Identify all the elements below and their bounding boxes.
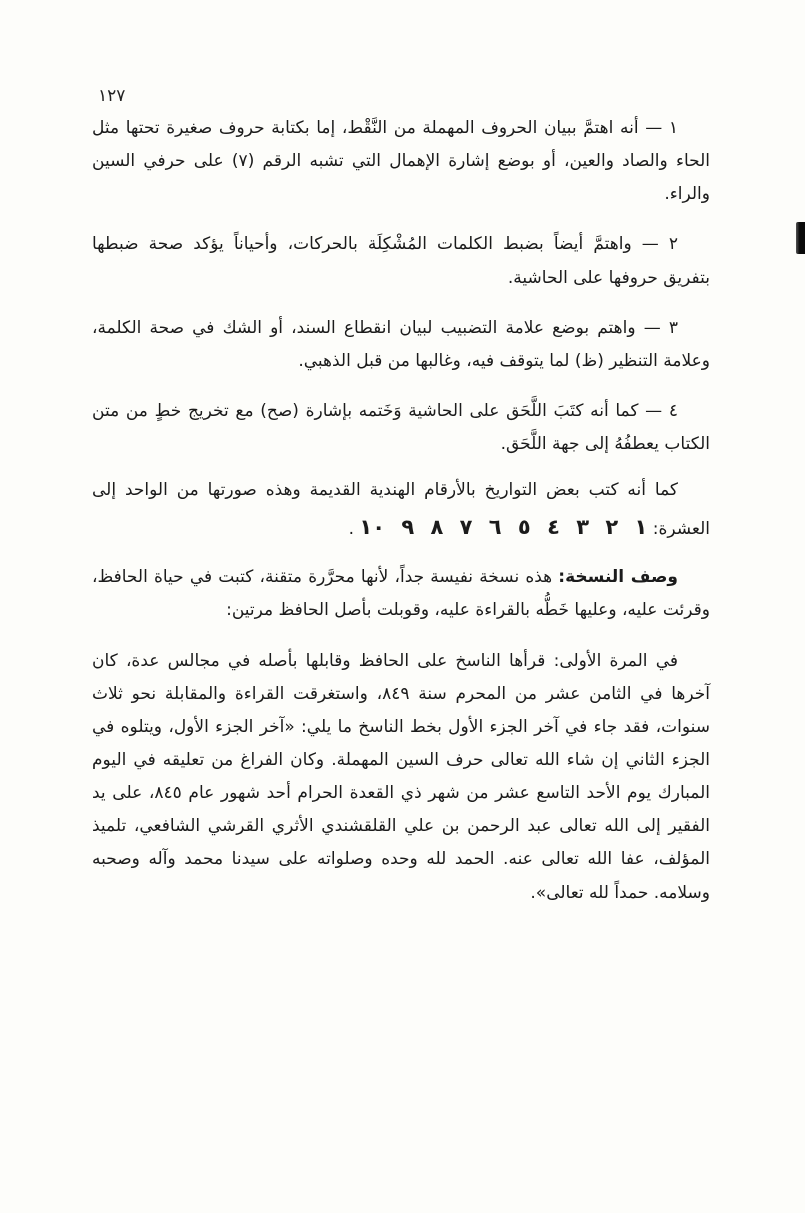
- document-body: [92, 112, 710, 927]
- description-text: هذه نسخة نفيسة جداً، لأنها محرَّرة متقنة، كتبت في حياة الحافظ، وقرئت عليه، وعليها خَطُّه بالقراءة عليه، وقوبلت بأصل الحافظ مرتين:: [92, 567, 710, 621]
- numerals-suffix-text: .: [348, 519, 354, 540]
- numerals-intro-text: كما أنه كتب بعض التواريخ بالأرقام الهندية القديمة وهذه صورتها من الواحد إلى العشرة:: [92, 480, 710, 540]
- numerals-paragraph: [92, 474, 710, 548]
- first-reading-paragraph: في المرة الأولى: قرأها الناسخ على الحافظ وقابلها بأصله في مجالس عدة، كان آخرها في الثامن عشر من المحرم سنة ٨٤٩، واستغرقت القراءة والمقابلة نحو ثلاث سنوات، فقد جاء في آخر الجزء الأول بخط الناسخ ما يلي: «آخر الجزء الأول، ويتلوه في الجزء الثاني إن شاء الله تعالى حرف السين المهملة. وكان الفراغ من تعليقه في اليوم المبارك يوم الأحد التاسع عشر من شهر ذي القعدة الحرام أحد شهور عام ٨٤٥، على يد الفقير إلى الله تعالى عبد الرحمن بن علي القلقشندي الأثري القرشي الشافعي، تلميذ المؤلف، عفا الله تعالى عنه. الحمد لله وحده وصلواته على سيدنا محمد وآله وصحبه وسلامه. حمداً لله تعالى».: [92, 650, 711, 903]
- numbered-paragraph-3: ٣ — واهتم بوضع علامة التضبيب لبيان انقطاع السند، أو الشك في صحة الكلمة، وعلامة التنظير (ظ) لما يتوقف فيه، وغالبها من قبل الذهبي.: [92, 317, 710, 371]
- edge-scan-mark: [796, 222, 805, 254]
- description-lead: وصف النسخة:: [558, 567, 678, 588]
- page-number: ١٢٧: [98, 86, 126, 106]
- numbered-paragraph-4: ٤ — كما أنه كتَبَ اللَّحَق على الحاشية وَخَتمه بإشارة (صح) مع تخريج خطٍ من متن الكتاب يعطفُهُ إلى جهة اللَّحَق.: [92, 400, 710, 455]
- numbered-paragraph-1: ١ — أنه اهتمَّ ببيان الحروف المهملة من النَّقْط، إما بكتابة حروف صغيرة تحتها مثل الحاء والصاد والعين، أو بوضع إشارة الإهمال التي تشبه الرقم (٧) على حرفي السين والراء.: [92, 118, 710, 205]
- description-paragraph: [92, 561, 710, 627]
- numbered-paragraph-2: ٢ — واهتمَّ أيضاً بضبط الكلمات المُشْكِلَة بالحركات، وأحياناً يؤكد صحة ضبطها بتفريق حروفها على الحاشية.: [92, 234, 710, 288]
- old-indian-numerals: ١ ٢ ٣ ٤ ٥ ٦ ٧ ٨ ٩ ١٠: [359, 515, 648, 540]
